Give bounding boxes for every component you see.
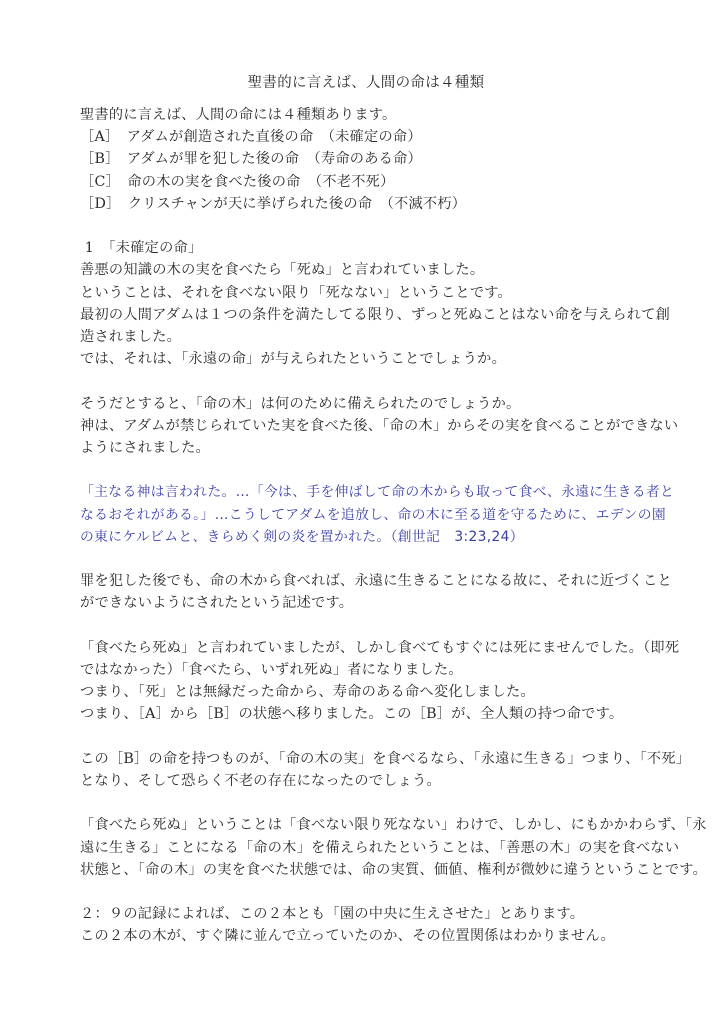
scripture-quote-line: 「主なる神は言われた。…「今は、手を伸ばして命の木からも取って食べ、永遠に生きる者と [80,484,675,501]
document-title: 聖書的に言えば、人間の命は４種類 [247,75,485,91]
paragraph-line: 「食べたら死ぬ」ということは「食べない限り死なない」わけで、しかし、にもかかわらず、「永 [80,817,707,834]
intro-line: 聖書的に言えば、人間の命には４種類あります。 [80,107,397,123]
spacer [80,615,652,637]
paragraph-line: 「食べたら死ぬ」と言われていましたが、しかし食べてもすぐには死にませんでした。（即死 [80,639,680,656]
spacer [80,792,652,814]
spacer [80,370,652,392]
paragraph-line: 状態と、「命の木」の実を食べた状態では、命の実質、価値、権利が微妙に違うということです。 [80,861,708,878]
spacer [80,881,652,903]
spacer [80,215,652,237]
paragraph-line: 最初の人間アダムは１つの条件を満たしてる限り、ずっと死ぬことはない命を与えられて創 [80,306,671,323]
list-item-a: ［A］ アダムが創造された直後の命 （未確定の命） [80,129,422,146]
paragraph-line: つまり、「死」とは無縁だった命から、寿命のある命へ変化しました。 [80,684,535,701]
paragraph-line: 遠に生きる」ことになる「命の木」を備えられたということは、「善悪の木」の実を食べない [80,839,680,856]
list-item-c: ［C］ 命の木の実を食べた後の命 （不老不死） [80,173,395,190]
paragraph-line: ではなかった）「食べたら、いずれ死ぬ」者になりました。 [80,662,463,678]
paragraph-line: 罪を犯した後でも、命の木から食べれば、永遠に生きることになる故に、それに近づくこと [80,573,672,590]
paragraph-line: 善悪の知識の木の実を食べたら「死ぬ」と言われていました。 [80,262,485,279]
spacer [80,548,652,570]
paragraph-line: ということは、それを食べない限り「死なない」ということです。 [80,284,512,301]
paragraph-line: ２：９の記録によれば、この２本とも「園の中央に生えさせた」とあります。 [80,906,585,923]
paragraph-line: この［B］の命を持つものが、「命の木の実」を食べるなら、「永遠に生きる」つまり、「不死」 [80,750,691,767]
spacer [80,459,652,481]
paragraph-line: ができないようにされたという記述です。 [80,595,354,612]
paragraph-line: 神は、アダムが禁じられていた実を食べた後、「命の木」からその実を食べることができない [80,417,679,434]
paragraph-line: そうだとすると、「命の木」は何のために備えられたのでしょうか。 [80,395,521,412]
paragraph-line: となり、そして恐らく不老の存在になったのでしょう。 [80,773,441,789]
section-heading: 1 「未確定の命」 [80,240,203,257]
scripture-quote-line: なるおそれがある。」…こうしてアダムを追放し、命の木に至る道を守るために、エデンの園 [80,506,667,523]
paragraph-line: では、それは、「永遠の命」が与えられたということでしょうか。 [80,351,507,368]
scripture-quote-line: の東にケルビムと、きらめく剣の炎を置かれた。（創世記 3:23,24） [80,528,524,545]
paragraph-line: ようにされました。 [80,440,210,457]
paragraph-line: この２本の木が、すぐ隣に並んで立っていたのか、その位置関係はわかりません。 [80,928,616,945]
document-page [80,72,708,948]
spacer [80,726,652,748]
list-item-b: ［B］ アダムが罪を犯した後の命 （寿命のある命） [80,151,422,168]
paragraph-line: 造されました。 [80,329,182,346]
paragraph-line: つまり、［A］から［B］の状態へ移りました。この［B］が、全人類の持つ命です。 [80,706,624,723]
list-item-d: ［D］ クリスチャンが天に挙げられた後の命 （不滅不朽） [80,195,467,212]
